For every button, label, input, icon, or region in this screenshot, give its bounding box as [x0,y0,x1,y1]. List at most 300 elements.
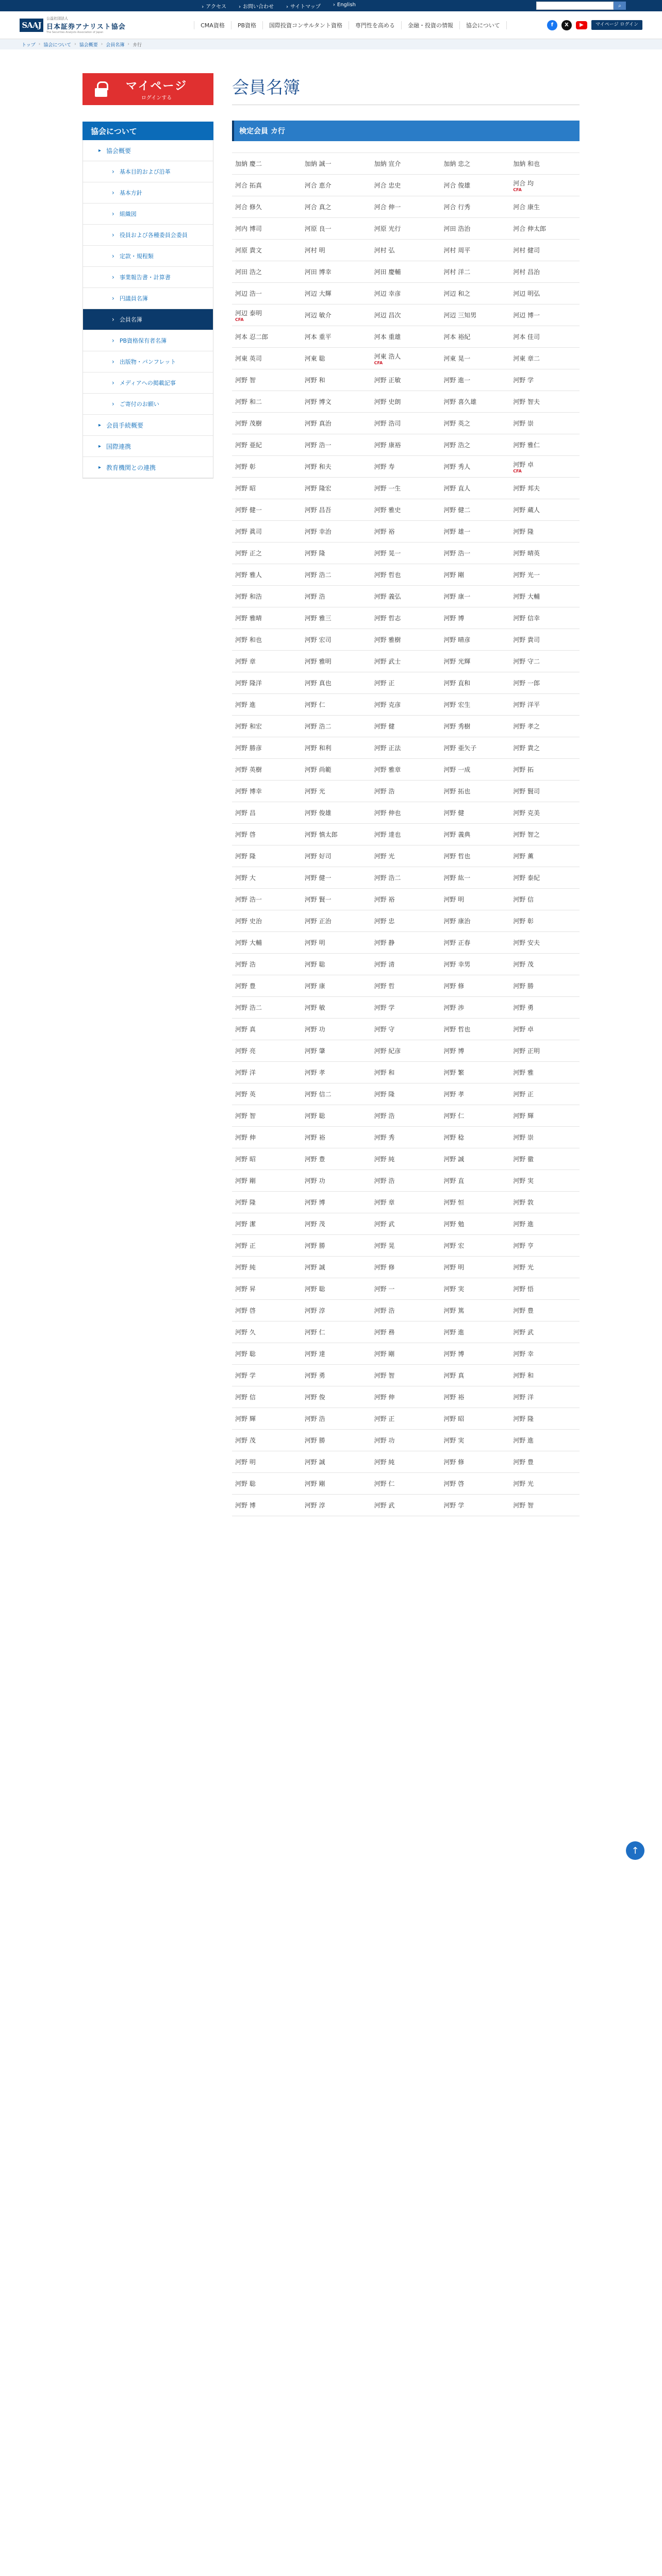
member-name: 河野 英樹 [235,766,262,773]
breadcrumb-members[interactable]: 会員名簿 [106,42,125,48]
member-name-cell [440,1019,510,1040]
member-name-cell [510,1386,580,1408]
member-name-cell [510,910,580,932]
nav-finance-info[interactable]: 金融・投資の情報 [402,21,460,29]
utility-bar [0,0,662,11]
member-name: 河野 晴彦 [443,636,471,643]
member-name-cell [510,434,580,456]
sidebar-item[interactable]: ▸ 会員手続概要 [83,415,213,436]
member-name-cell [440,759,510,781]
member-name: 河野 英 [235,1091,256,1098]
member-name-cell [440,1386,510,1408]
member-name-cell [232,1019,302,1040]
member-name: 河野 亜紀 [235,442,262,449]
member-name-cell [440,781,510,802]
member-name-cell [510,586,580,607]
member-name: 河野 信 [513,896,534,903]
sidebar-item[interactable]: › 円議員名簿 [83,288,213,309]
member-name-cell [371,304,441,326]
member-name: 河野 亨 [513,1242,534,1249]
member-name-cell [302,586,371,607]
member-name: 河野 正之 [235,550,262,557]
member-name: 河東 聡 [304,355,325,362]
member-name: 河合 忠史 [374,182,401,189]
member-name-cell [302,175,371,196]
member-name: 河野 静 [374,939,395,946]
member-name: 河野 実 [443,1285,465,1293]
youtube-icon[interactable]: ▶ [576,21,587,29]
member-name: 河野 進 [513,1437,534,1444]
member-name: 河野 智 [235,1112,256,1120]
member-name: 河辺 浩一 [235,290,262,297]
member-name-cell [510,304,580,326]
member-name-cell [440,218,510,240]
member-name: 河野 明 [443,896,465,903]
member-name: 河野 英之 [443,420,471,427]
member-name: 河野 康治 [443,918,471,925]
member-name: 河合 拓真 [235,182,262,189]
member-name-cell [371,1430,441,1451]
member-name: 河野 章 [235,658,256,665]
member-name: 河野 哲 [374,982,395,990]
member-name: 河野 正治 [304,918,332,925]
member-name-cell [371,1343,441,1365]
member-name-cell [440,1257,510,1278]
member-name-cell [232,629,302,651]
member-name-cell [371,326,441,348]
nav-expertise[interactable]: 専門性を高める [349,21,402,29]
header-mypage-button[interactable]: マイページ ログイン [591,20,642,30]
member-name: 河辺 三知男 [443,312,477,319]
member-name: 河野 哲也 [443,1026,471,1033]
breadcrumb-overview[interactable]: 協会概要 [79,42,98,48]
member-name-cell [440,1278,510,1300]
x-icon[interactable]: X [561,20,572,30]
member-name: 加納 忠之 [443,160,471,167]
member-name: 河本 裕紀 [443,333,471,341]
site-logo[interactable] [20,16,154,34]
member-name: 河野 亜矢子 [443,744,477,752]
member-name: 河野 進一 [443,377,471,384]
member-name: 河野 剛 [304,1480,325,1487]
member-name-cell [302,1040,371,1062]
member-name: 河合 俊雄 [443,182,471,189]
member-name: 河野 浩 [235,961,256,968]
member-name-cell [232,1451,302,1473]
member-name: 河野 純 [374,1156,395,1163]
member-name-cell [510,629,580,651]
member-name-cell [302,283,371,304]
member-name: 河野 修 [443,1459,465,1466]
member-name-cell [302,240,371,261]
member-name-cell [510,932,580,954]
member-name: 河野 幸治 [304,528,332,535]
member-name-cell [232,651,302,672]
member-name: 河野 明 [443,1264,465,1271]
member-name-cell [302,1300,371,1321]
member-name-cell [440,456,510,478]
member-name-cell [510,369,580,391]
member-name: 河野 直人 [443,485,471,492]
member-name-cell [371,1257,441,1278]
member-name-cell [440,1127,510,1148]
member-name: 河野 健一 [235,506,262,514]
member-name-cell [510,737,580,759]
member-name: 河野 伸 [374,1394,395,1401]
member-name-cell [232,1278,302,1300]
member-name-cell [440,997,510,1019]
member-name-cell [440,1170,510,1192]
member-name-cell [232,694,302,716]
member-name-cell [440,521,510,543]
member-name-cell [232,607,302,629]
back-to-top-button[interactable] [626,1841,644,1860]
member-name: 河野 幸男 [443,961,471,968]
member-name-cell [232,499,302,521]
member-name-cell [440,478,510,499]
member-name-cell [371,1473,441,1495]
sidebar-item[interactable]: › 基本方針 [83,182,213,204]
member-name: 河野 賢司 [513,788,540,795]
member-name-cell [232,543,302,564]
member-name-cell [371,283,441,304]
member-name-cell [510,218,580,240]
contact-link[interactable]: › お問い合わせ [234,2,279,10]
member-name-cell [302,1495,371,1516]
member-name: 河野 寿 [374,463,395,470]
member-name-cell [232,391,302,413]
member-name: 河野 雄一 [443,528,471,535]
member-name: 河野 剛 [235,1177,256,1184]
member-name-cell [371,1170,441,1192]
breadcrumb-separator: › [127,42,130,47]
member-name: 河合 伸一 [374,204,401,211]
member-name-cell [440,153,510,175]
member-name: 河野 和利 [304,744,332,752]
member-name-cell [440,543,510,564]
member-name-cell [302,1451,371,1473]
global-nav [154,21,547,29]
member-name-cell [232,824,302,845]
member-name-cell [440,1040,510,1062]
member-name-cell [302,543,371,564]
member-name-cell [302,1278,371,1300]
member-name: 河野 貴司 [513,636,540,643]
member-name: 河合 伸太郎 [513,225,547,232]
member-name-cell [440,1495,510,1516]
sidebar-item[interactable]: ▸ 国際連携 [83,436,213,457]
sidebar-item[interactable]: › 役員および各種委員会委員 [83,225,213,246]
member-name: 河野 博 [304,1199,325,1206]
member-name-cell [440,910,510,932]
search-icon: ⌕ [618,3,621,9]
member-name: 河野 浩 [304,1415,325,1422]
member-name-cell [440,889,510,910]
sidebar-item[interactable]: ▸ 教育機関との連携 [83,457,213,478]
member-name: 河田 博幸 [304,268,332,276]
member-name-cell [302,1148,371,1170]
member-name: 河野 裕 [374,528,395,535]
member-name-cell [302,651,371,672]
member-name: 河野 浩 [304,593,325,600]
member-name-cell [440,1105,510,1127]
nav-about[interactable]: 協会について [460,21,507,29]
member-name-cell [302,737,371,759]
member-name: 河野 卓 [513,461,534,468]
sitemap-link[interactable]: › サイトマップ [281,2,326,10]
member-name-cell [371,1278,441,1300]
member-name-cell [510,1148,580,1170]
member-name-cell [510,1300,580,1321]
member-name: 河野 晴英 [513,550,540,557]
member-name-cell [302,607,371,629]
member-name-cell [302,1062,371,1083]
member-name: 河野 紘一 [443,874,471,882]
member-name: 河野 浩 [374,788,395,795]
member-name-cell [510,521,580,543]
breadcrumb-separator: › [74,42,76,47]
breadcrumb-about[interactable]: 協会について [43,42,72,48]
member-name: 河野 啓 [235,831,256,838]
member-name-cell [232,564,302,586]
member-name-cell [510,564,580,586]
member-name-cell [510,1083,580,1105]
member-name-cell [371,781,441,802]
member-name-cell [371,348,441,369]
member-name: 河原 光行 [374,225,401,232]
member-name: 河野 崇 [513,1134,534,1141]
member-name-cell [510,391,580,413]
member-name: 河野 智 [235,377,256,384]
member-name-cell [302,1213,371,1235]
member-name-cell [371,1062,441,1083]
member-name: 河野 豊 [235,982,256,990]
sidebar-item[interactable]: › 事業報告書・計算書 [83,267,213,288]
member-name: 河野 好司 [304,853,332,860]
member-name: 河野 雅明 [304,658,332,665]
member-name-cell [232,478,302,499]
member-name: 河本 重平 [304,333,332,341]
cfa-badge: CFA [235,317,244,322]
search-button[interactable] [614,2,626,10]
member-name-cell [440,824,510,845]
member-name-cell [510,543,580,564]
member-name-cell [371,737,441,759]
member-name-cell [440,629,510,651]
member-name: 河野 康裕 [374,442,401,449]
member-name-cell [510,824,580,845]
sidebar-item[interactable]: › 会員名簿 [83,309,213,330]
member-name-cell [302,326,371,348]
member-name-cell [232,737,302,759]
member-name: 河野 義弘 [374,593,401,600]
member-name-cell [302,672,371,694]
member-name: 河野 悟 [513,1285,534,1293]
member-name: 河野 繁 [443,1069,465,1076]
member-name: 河辺 泰明 [235,309,262,317]
member-name-cell [371,1192,441,1213]
member-name-cell [232,910,302,932]
member-name-cell [232,1083,302,1105]
mypage-login-button[interactable] [82,73,213,105]
member-name: 河野 昌吾 [304,506,332,514]
member-name-cell [232,1300,302,1321]
nav-intl-consultant[interactable]: 国際投資コンサルタント資格 [263,21,349,29]
member-name-cell [371,1451,441,1473]
member-name: 河野 純 [235,1264,256,1271]
member-name-cell [302,1257,371,1278]
member-name-cell [302,478,371,499]
member-name: 河野 昭 [443,1415,465,1422]
member-name: 河野 真治 [304,420,332,427]
sidebar-item[interactable]: › 定款・規程類 [83,246,213,267]
member-name-cell [440,304,510,326]
sidebar-list [82,140,213,479]
member-name-cell [440,672,510,694]
member-name: 河野 誠 [304,1459,325,1466]
member-name-cell [232,781,302,802]
sidebar-item[interactable]: › 組織図 [83,204,213,225]
member-name: 加納 宣介 [374,160,401,167]
member-name-cell [440,1321,510,1343]
member-name-cell [371,153,441,175]
member-name-cell [510,1451,580,1473]
cfa-badge: CFA [513,468,522,473]
member-name: 河野 正敏 [374,377,401,384]
member-name: 河野 雅 [513,1069,534,1076]
member-name-cell [371,369,441,391]
member-name-cell [232,1040,302,1062]
member-name: 河野 肇 [304,1047,325,1055]
member-name: 河野 貴之 [513,744,540,752]
sidebar-item[interactable]: › 出版物・パンフレット [83,351,213,372]
member-name: 河野 勇 [304,1372,325,1379]
member-name-cell [232,867,302,889]
member-name: 河野 昭 [235,485,256,492]
member-name-cell [232,413,302,434]
sidebar-item[interactable]: › 基本目的および沿革 [83,161,213,182]
logo-mark: SAAJ [20,19,43,32]
member-name-cell [440,954,510,975]
member-name: 河辺 和之 [443,290,471,297]
member-name-cell [371,391,441,413]
member-name: 河野 茂 [235,1437,256,1444]
member-name: 河野 健一 [304,874,332,882]
member-name: 河野 義典 [443,831,471,838]
logo-title: 日本証券アナリスト協会 [46,23,126,31]
member-name: 河野 直 [443,1177,465,1184]
member-name: 河村 明 [304,247,325,254]
member-name-cell [510,954,580,975]
member-name: 河村 洋二 [443,268,471,276]
member-name: 河野 史朗 [374,398,401,405]
member-name-cell [302,932,371,954]
member-name: 河野 仁 [304,1329,325,1336]
member-name: 河野 明 [235,1459,256,1466]
member-name-cell [302,1083,371,1105]
member-name: 河野 和 [374,1069,395,1076]
sidebar-item[interactable]: › メディアへの掲載記事 [83,372,213,394]
member-name: 河野 裕 [374,896,395,903]
member-name-cell [302,1127,371,1148]
member-name: 河野 和宏 [235,723,262,730]
member-name-cell [232,304,302,326]
member-name-cell [302,348,371,369]
member-name-cell [510,867,580,889]
member-name-cell [232,283,302,304]
member-name-cell [510,456,580,478]
member-name: 河野 隆 [304,550,325,557]
member-name: 河野 正 [513,1091,534,1098]
section-heading: 検定会員 カ行 [232,121,580,141]
main-layout [0,73,662,1516]
sidebar-item[interactable]: › ご寄付のお願い [83,394,213,415]
member-name-cell [440,1235,510,1257]
member-name: 河野 淳 [304,1307,325,1314]
member-name: 河野 正 [374,1415,395,1422]
member-name: 河野 真也 [304,680,332,687]
english-link[interactable]: › English [328,2,361,10]
member-name: 河野 正明 [513,1047,540,1055]
main-content [232,73,580,1516]
member-name: 河野 実 [513,1177,534,1184]
member-name: 河野 実 [443,1437,465,1444]
member-name-cell [232,1343,302,1365]
member-name: 河野 修 [443,982,465,990]
sidebar-heading: 協会について [82,122,213,140]
member-name: 河野 純 [374,1459,395,1466]
sidebar-item[interactable]: ▸ 協会概要 [83,140,213,161]
member-name: 河野 博 [443,1047,465,1055]
member-name: 河野 真 [235,1026,256,1033]
sidebar-item[interactable]: › PB資格保有者名簿 [83,330,213,351]
nav-pb[interactable]: PB資格 [231,21,263,29]
member-name: 河野 彰 [235,463,256,470]
search-input[interactable] [536,2,614,10]
member-name-cell [302,564,371,586]
member-name-cell [232,672,302,694]
member-name-cell [440,413,510,434]
member-name: 河野 忠 [374,918,395,925]
member-name-cell [440,716,510,737]
access-link[interactable]: › アクセス [196,2,231,10]
member-name-cell [510,997,580,1019]
member-name-cell [510,1257,580,1278]
member-name: 河野 智之 [513,831,540,838]
member-name: 河野 輝 [235,1415,256,1422]
member-name-cell [302,1365,371,1386]
member-name: 河野 正法 [374,744,401,752]
member-name: 河野 誠 [443,1156,465,1163]
member-name: 河野 崇 [513,420,534,427]
member-name-cell [510,759,580,781]
member-name: 河田 慶輔 [374,268,401,276]
member-name: 河合 恵介 [304,182,332,189]
member-name-cell [302,1430,371,1451]
member-name-cell [371,716,441,737]
nav-cma[interactable]: CMA資格 [194,21,231,29]
member-name-cell [371,413,441,434]
member-name-cell [440,1148,510,1170]
member-name-cell [371,1408,441,1430]
member-name-cell [510,1430,580,1451]
member-name: 河野 務 [374,1329,395,1336]
member-name: 河野 潔 [235,1221,256,1228]
breadcrumb-top[interactable]: トップ [22,42,36,48]
facebook-icon[interactable]: f [547,20,557,30]
member-name-cell [302,824,371,845]
member-name: 河野 隆 [235,1199,256,1206]
